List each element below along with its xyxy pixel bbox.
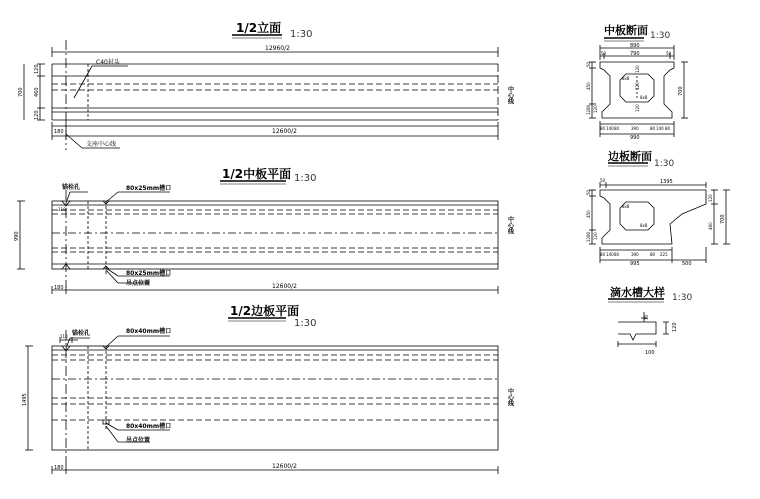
middle-section-inner-3: 120 [635, 104, 640, 112]
edge-plan-center-line: 中心线 [506, 388, 514, 406]
edge-plan-title: 1/2边板平面 [230, 304, 300, 318]
middle-section-dim-top: 890 [630, 43, 640, 49]
edge-section-bottom-p3: 390 [631, 252, 639, 257]
edge-section-view [589, 163, 730, 263]
elevation-title: 1/2立面 [236, 21, 282, 35]
middle-section-title: 中板断面 [604, 24, 648, 37]
middle-section-bottom-p5: 140 [656, 126, 664, 131]
elevation-label-support: 支座中心线 [86, 141, 117, 148]
middle-section-chamfer-bottom: 8x8 [640, 95, 648, 100]
middle-section-inner-1: 120 [635, 65, 640, 73]
middle-plan-label-lift: 吊点位置 [126, 280, 151, 287]
middle-section-dim-left-2: 120 [593, 105, 598, 113]
edge-plan-label-groove-bottom: 80x40mm槽口 [126, 423, 172, 430]
middle-section-dim-top-p2: 50 [666, 51, 672, 56]
edge-plan-scale: 1:30 [294, 318, 317, 329]
drip-detail-dim-small: 10 [644, 314, 649, 320]
edge-section-bottom-p5: 225 [660, 252, 668, 257]
middle-plan-label-anchor: 锚栓孔 [62, 184, 81, 191]
middle-plan-dim-left-small: 180 [54, 285, 64, 291]
edge-section-dim-right-0: 120 [708, 194, 713, 202]
middle-section-dim-top-p1: 790 [630, 51, 640, 57]
edge-section-title: 边板断面 [608, 150, 652, 163]
middle-section-bottom-p4: 80 [650, 126, 656, 131]
middle-plan-center-line: 中心线 [506, 216, 514, 234]
elevation-center-line: 中心线 [506, 86, 514, 104]
edge-plan-dim-left-small: 180 [54, 465, 64, 471]
edge-section-dim-right-1: 460 [708, 222, 713, 230]
elevation-dim-v1: 120 [34, 64, 40, 74]
edge-section-dim-left-0: 50 [586, 189, 591, 195]
edge-section-dim-left-2: 120 [593, 232, 598, 240]
edge-plan-view [25, 318, 498, 474]
drip-detail-dim-bottom: 100 [645, 350, 655, 356]
middle-plan-view [17, 181, 498, 294]
middle-section-chamfer-top: 8x8 [622, 76, 630, 81]
edge-plan-label-groove-top: 80x40mm槽口 [126, 328, 172, 335]
edge-section-chamfer-bottom: 8x8 [640, 223, 648, 228]
edge-section-dim-bottom-right: 500 [682, 261, 692, 267]
middle-section-dim-right: 700 [678, 86, 684, 96]
edge-section-dim-left-3: 1280 [586, 231, 591, 242]
elevation-dim-total: 700 [18, 87, 24, 97]
elevation-dim-bottom: 12600/2 [272, 128, 297, 135]
middle-plan-title: 1/2中板平面 [222, 167, 292, 181]
elevation-view [24, 35, 498, 150]
middle-plan-scale: 1:30 [294, 173, 317, 184]
edge-plan-dim-small: 110 [60, 334, 68, 339]
edge-section-bottom-p4: 80 [650, 252, 656, 257]
edge-section-bottom-p0: 80 [600, 252, 606, 257]
edge-section-chamfer-top: 8x8 [622, 204, 630, 209]
drip-detail-scale: 1:30 [672, 293, 693, 303]
middle-section-dim-left-3: 1280 [586, 104, 591, 115]
middle-section-scale: 1:30 [650, 31, 671, 41]
middle-plan-label-groove-top: 80x25mm槽口 [126, 185, 172, 192]
middle-section-dim-left-1: 450 [586, 82, 591, 90]
middle-section-inner-2: 120 [635, 82, 640, 90]
middle-section-dim-left-0: 50 [586, 61, 591, 67]
drip-detail-view [608, 299, 669, 347]
middle-plan-label-groove-bottom: 80x25mm槽口 [126, 270, 172, 277]
middle-section-dim-bottom: 990 [630, 135, 640, 141]
elevation-label-c40: C40封头 [96, 59, 120, 66]
middle-section-bottom-p3: 390 [631, 126, 639, 131]
edge-plan-label-anchor: 锚栓孔 [72, 330, 91, 337]
middle-section-bottom-p0: 80 [600, 126, 606, 131]
edge-section-bottom-p1: 140 [606, 252, 614, 257]
middle-section-bottom-p6: 80 [665, 126, 671, 131]
edge-plan-dim-bottom: 12600/2 [272, 463, 297, 470]
elevation-dim-left-small: 180 [54, 129, 64, 135]
middle-plan-dim-bottom: 12600/2 [272, 283, 297, 290]
edge-section-dim-left-1: 450 [586, 210, 591, 218]
edge-section-dim-top-small: 50 [600, 178, 606, 183]
drip-detail-dim-right: 120 [672, 322, 678, 332]
edge-section-bottom-p2: 80 [614, 252, 620, 257]
edge-section-dim-right-2: 700 [720, 214, 726, 224]
middle-section-dim-top-p0: 50 [601, 51, 607, 56]
middle-plan-dim-height: 990 [14, 231, 20, 241]
elevation-dim-v3: 120 [34, 110, 40, 120]
edge-plan-dim-height: 1495 [22, 393, 28, 406]
edge-section-dim-bottom: 995 [630, 261, 640, 267]
edge-section-dim-top: 1395 [660, 179, 673, 185]
drip-detail-title: 滴水槽大样 [610, 286, 665, 299]
elevation-dim-v2: 460 [34, 87, 40, 97]
edge-section-scale: 1:30 [654, 159, 675, 169]
middle-plan-dim-small: 110 [58, 207, 66, 212]
edge-plan-label-lift: 吊点位置 [126, 437, 151, 444]
middle-section-bottom-p2: 80 [614, 126, 620, 131]
elevation-dim-top: 12960/2 [265, 45, 290, 52]
middle-section-bottom-p1: 140 [606, 126, 614, 131]
elevation-scale: 1:30 [290, 29, 313, 40]
